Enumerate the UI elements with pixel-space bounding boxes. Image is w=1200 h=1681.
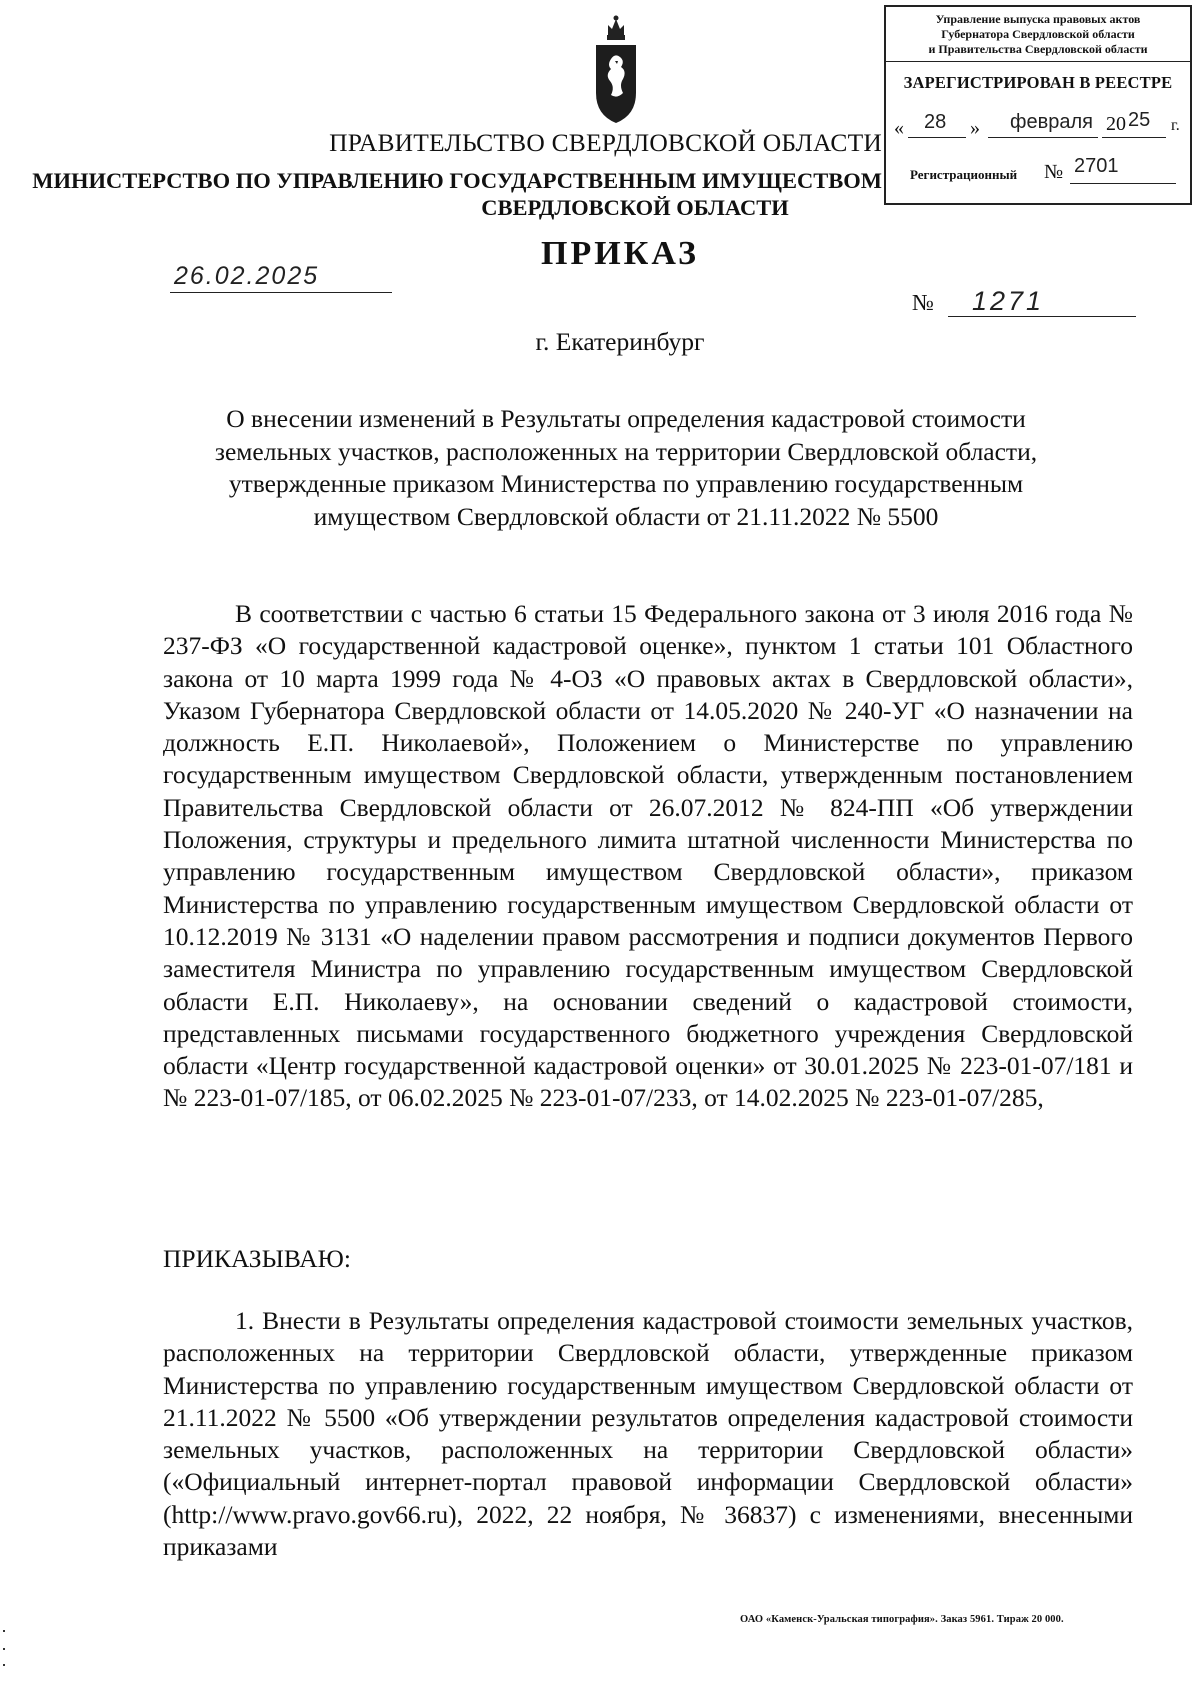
stamp-line-2: Губернатора Свердловской области [941,27,1135,41]
stamp-reg-label: Регистрационный [910,167,1018,182]
document-number-label: № [912,290,934,315]
stamp-reg-number [906,155,1186,189]
stamp-quote-close: » [970,117,980,139]
stamp-day: 28 [924,111,947,133]
order-word: ПРИКАЗЫВАЮ: [163,1244,351,1273]
item-1-paragraph: 1. Внести в Результаты определения кадастровой стоимости земельных участков, расположенных на территории Свердловской области, утвержденные приказом Министерства по управлению государственным имуществом Свердловской области от 21.11.2022 № 5500 «Об утверждении результатов определения кадастровой стоимости земельных участков, расположенных на территории Свердловской области» («Официальный интернет-портал правовой информации Свердловской области» (http://www.pravo.gov66.ru), 2022, 22 ноября, № 36837) с изменениями, внесенными приказами [163,1306,1133,1562]
document-subject [160,403,1092,533]
ministry-title-line-2: СВЕРДЛОВСКОЙ ОБЛАСТИ [481,195,789,220]
stamp-reg-value: 2701 [1074,155,1119,177]
stamp-year-abbr: г. [1171,117,1180,134]
subject-line-2: земельных участков, расположенных на территории Свердловской области, [214,436,1038,466]
subject-line-4: имуществом Свердловской области от 21.11.2022 № 5500 [313,501,939,531]
stamp-num-sign: № [1044,161,1064,183]
city: г. Екатеринбург [535,327,705,356]
stamp-date [894,109,1186,141]
document-date-handwritten: 26.02.2025 [174,262,320,290]
document-type-title: ПРИКАЗ [541,235,699,272]
preamble-paragraph: В соответствии с частью 6 статьи 15 Федерального закона от 3 июля 2016 года № 237-ФЗ «О государственной кадастровой оценке», пунктом 1 статьи 101 Областного закона от 10 марта 1999 года № 4-ОЗ «О правовых актах в Свердловской области», Указом Губернатора Свердловской области от 14.05.2020 № 240-УГ «О назначении на должность Е.П. Николаевой», Положением о Министерстве по управлению государственным имуществом Свердловской области, утвержденным постановлением Правительства Свердловской области от 26.07.2012 № 824-ПП «Об утверждении Положения, структуры и предельного лимита штатной численности Министерства по управлению государственным имуществом Свердловской области», приказом Министерства по управлению государственным имуществом Свердловской области от 10.12.2019 № 3131 «О наделении правом рассмотрения и подписи документов Первого заместителя Министра по управлению государственным имуществом Свердловской области Е.П. Николаеву», на основании сведений о кадастровой стоимости, представленных письмами государственного бюджетного учреждения Свердловской области «Центр государственной кадастровой оценки» от 30.01.2025 № 223-01-07/181 и № 223-01-07/185, от 06.02.2025 № 223-01-07/233, от 14.02.2025 № 223-01-07/285, [163,599,1133,1113]
document-date [170,262,400,296]
stamp-quote-open: « [894,117,904,139]
stamp-registered-title: ЗАРЕГИСТРИРОВАН В РЕЕСТРЕ [903,73,1173,92]
subject-line-1: О внесении изменений в Результаты определения кадастровой стоимости [226,404,1026,433]
printer-footnote: ОАО «Каменск-Уральская типография». Заказ 5961. Тираж 20 000. [740,1614,1064,1625]
registration-stamp [884,5,1192,205]
document-number [912,286,1142,324]
stamp-line-1: Управление выпуска правовых актов [935,12,1141,26]
ministry-title-line-1: МИНИСТЕРСТВО ПО УПРАВЛЕНИЮ ГОСУДАРСТВЕННЫМ ИМУЩЕСТВОМ [32,168,882,193]
stamp-month: февраля [1010,111,1093,133]
stamp-year-suffix: 25 [1128,109,1151,131]
government-title: ПРАВИТЕЛЬСТВО СВЕРДЛОВСКОЙ ОБЛАСТИ [329,128,882,157]
stamp-line-3: и Правительства Свердловской области [928,42,1148,56]
subject-line-3: утвержденные приказом Министерства по управлению государственным [228,469,1024,498]
coat-of-arms-icon [593,15,639,125]
stamp-header [886,7,1190,62]
document-number-handwritten: 1271 [972,286,1045,316]
stamp-year-prefix: 20 [1106,113,1126,135]
